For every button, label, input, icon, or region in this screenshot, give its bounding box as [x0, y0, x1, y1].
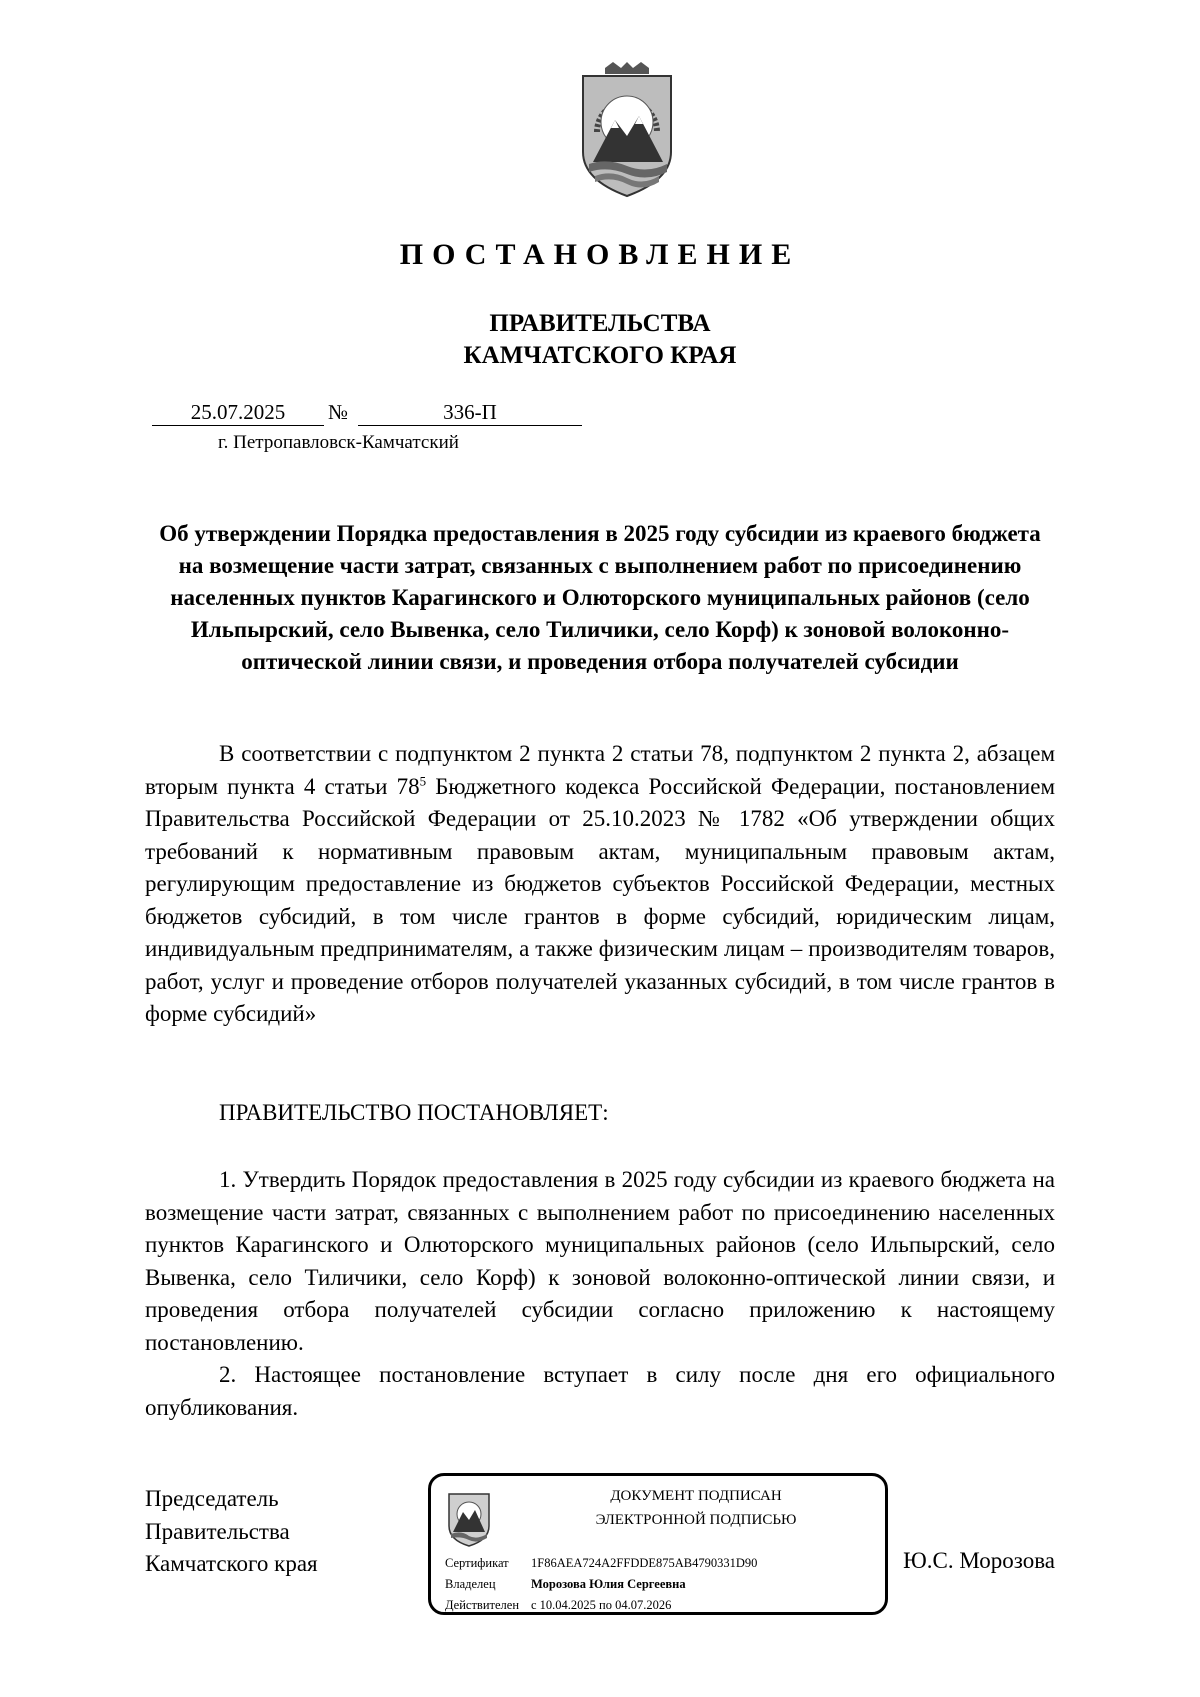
city: г. Петропавловск-Камчатский [218, 432, 459, 453]
signer-position-line-3: Камчатского края [145, 1551, 318, 1576]
electronic-signature-stamp [428, 1473, 888, 1615]
document-number: 336-П [358, 400, 582, 426]
clause-1: 1. Утвердить Порядок предоставления в 2025 году субсидии из краевого бюджета на возмещение части затрат, связанных с выполнением работ по присоединению населенных пунктов Карагинского и Олюторского муниципальных районов (село Ильпырский, село Вывенка, село Тиличики, село Корф) к зоновой волоконно-оптической линии связи, и проведения отбора получателей субсидии согласно приложению к настоящему постановлению. [145, 1167, 1055, 1355]
stamp-emblem-icon [445, 1490, 493, 1548]
document-date: 25.07.2025 [152, 400, 324, 426]
declaration: ПРАВИТЕЛЬСТВО ПОСТАНОВЛЯЕТ: [219, 1100, 609, 1125]
number-sign: № [328, 400, 349, 424]
issuer-line-1: ПРАВИТЕЛЬСТВА [489, 310, 711, 337]
signer-position-line-1: Председатель [145, 1486, 279, 1511]
owner-label: Владелец [445, 1577, 496, 1591]
signer-position-line-2: Правительства [145, 1518, 290, 1544]
stamp-owner-row [445, 1577, 686, 1592]
certificate-label: Сертификат [445, 1556, 509, 1570]
certificate-value: 1F86AEA724A2FFDDE875AB4790331D90 [531, 1556, 758, 1570]
document-title: Об утверждении Порядка предоставления в 2025 году субсидии из краевого бюджета на возмещение части затрат, связанных с выполнением работ по присоединению населенных пунктов Карагинского и Олюторского муниципальных районов (село Ильпырский, село Вывенка, село Тиличики, село Корф) к зоновой волоконно-оптической линии связи, и проведения отбора получателей субсидии [159, 521, 1041, 674]
issuer-line-2: КАМЧАТСКОГО КРАЯ [463, 342, 737, 369]
preamble-part-2: Бюджетного кодекса Российской Федерации, постановлением Правительства Российской Федерации от 25.10.2023 № 1782 «Об утверждении общих требований к нормативным правовым актам, муниципальным правовым актам, регулирующим предоставление из бюджетов субъектов Российской Федерации, местных бюджетов субсидий, в том числе грантов в форме субсидий, юридическим лицам, индивидуальным предпринимателям, а также физическим лицам – производителям товаров, работ, услуг и проведение отборов получателей указанных субсидий, в том числе грантов в форме субсидий» [145, 773, 1056, 1026]
stamp-heading-1: ДОКУМЕНТ ПОДПИСАН [610, 1488, 782, 1504]
signer-name: Ю.С. Морозова [903, 1548, 1055, 1573]
clause-2: 2. Настоящее постановление вступает в силу после дня его официального опубликования. [145, 1362, 1055, 1420]
owner-value: Морозова Юлия Сергеевна [531, 1577, 686, 1591]
document-type: ПОСТАНОВЛЕНИЕ [399, 238, 801, 271]
signer-position [145, 1483, 318, 1581]
validity-value: с 10.04.2025 по 04.07.2026 [531, 1598, 672, 1612]
stamp-heading-2: ЭЛЕКТРОННОЙ ПОДПИСЬЮ [595, 1512, 797, 1528]
preamble [145, 738, 1055, 1031]
date-number-line [152, 400, 582, 428]
validity-label: Действителен [445, 1598, 520, 1612]
stamp-validity-row [445, 1598, 671, 1613]
preamble-superscript: 5 [419, 772, 427, 788]
coat-of-arms-icon [575, 62, 679, 200]
stamp-certificate-row [445, 1556, 757, 1571]
preamble-part-1: В соответствии с подпунктом 2 пункта 2 статьи 78, подпунктом 2 пункта 2, абзацем вторым пункта 4 статьи 78 [145, 741, 1055, 799]
